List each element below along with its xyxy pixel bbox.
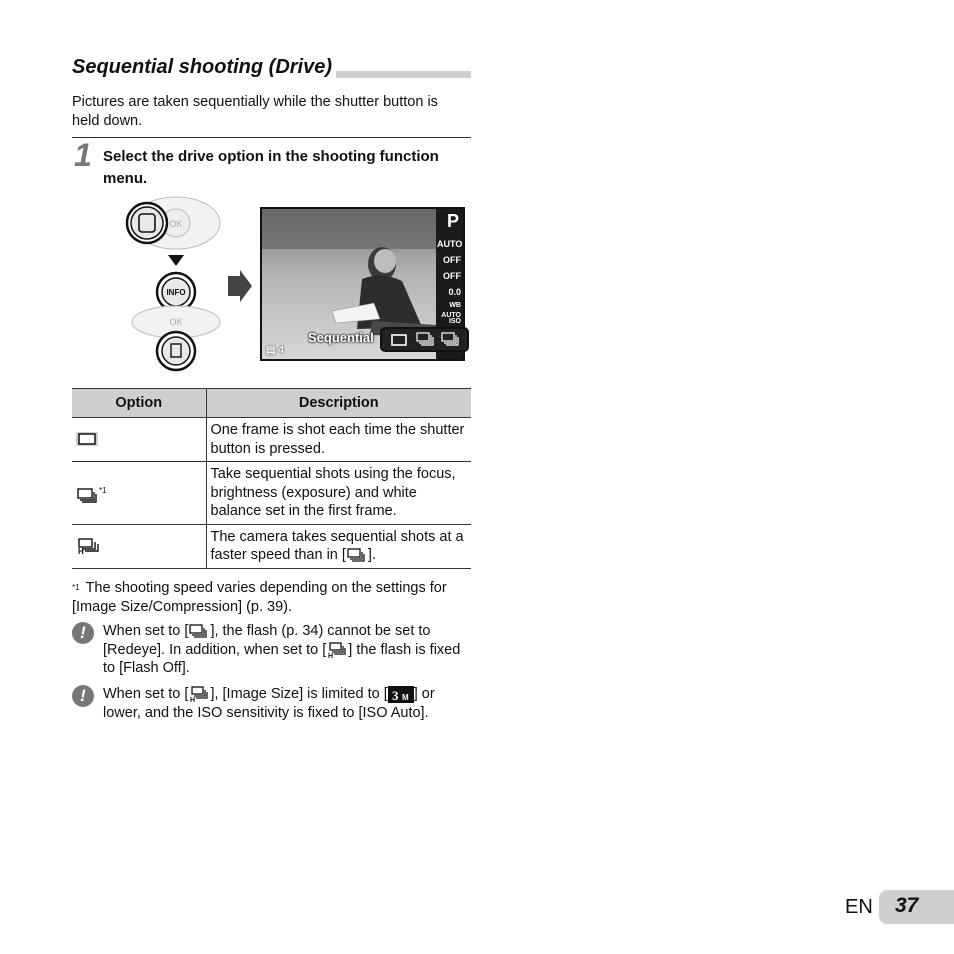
language-label: EN	[845, 896, 873, 918]
ok-button-label: OK	[169, 219, 183, 229]
hi-speed-sequential-icon	[326, 641, 348, 659]
control-dial-bottom	[132, 306, 220, 370]
header-option: Option	[72, 389, 206, 418]
single-frame-icon	[392, 335, 406, 345]
intro-text: Pictures are taken sequentially while the shutter button is held down.	[72, 94, 438, 129]
status-bar	[266, 345, 284, 356]
footnote-mark: *1	[72, 583, 80, 592]
description-cell: The camera takes sequential shots at a faster speed than in [ ].	[206, 524, 471, 568]
svg-text:H: H	[328, 652, 334, 659]
caution-note-1: ! When set to [ ], the flash (p. 34) cannot be set to [Redeye]. In addition, when set to [ H ] the flash is fixed to [Flash Off].	[72, 622, 467, 678]
step-instruction: Select the drive option in the shooting function menu.	[103, 148, 439, 187]
step-number: 1	[74, 137, 92, 173]
info-button-icon	[157, 273, 195, 311]
table-row	[72, 524, 471, 568]
page-number-tab	[879, 890, 954, 924]
wb-setting: WB AUTO	[441, 302, 461, 319]
svg-text:H: H	[190, 697, 196, 704]
macro-setting: OFF	[443, 255, 461, 265]
caution-icon: !	[72, 685, 94, 707]
drive-mode-label: Sequential	[308, 330, 374, 345]
footnote-text: The shooting speed varies depending on the settings for [Image Size/Compression] (p. 39).	[72, 580, 447, 615]
description-cell: One frame is shot each time the shutter button is pressed.	[206, 418, 471, 462]
table-row	[72, 418, 471, 462]
iso-setting: ISO	[448, 318, 461, 325]
svg-text:M: M	[401, 692, 409, 702]
control-dial-top	[127, 197, 220, 249]
self-timer-setting: OFF	[443, 271, 461, 281]
header-description: Description	[206, 389, 471, 418]
table-header-row	[72, 389, 471, 418]
hi-speed-sequential-icon	[75, 537, 101, 555]
caution-icon: !	[72, 622, 94, 644]
options-table	[72, 388, 471, 569]
caution-note-2: ! When set to [ H ], [Image Size] is limited to [ 3 M ] or lower, and the ISO sensitivity is fixed to [ISO Auto].	[72, 685, 467, 722]
table-row	[72, 462, 471, 525]
footnote-ref: *1	[99, 485, 107, 495]
svg-text:OK: OK	[169, 317, 183, 327]
option-cell	[72, 462, 206, 525]
single-frame-icon	[75, 431, 99, 447]
section-title-text: Sequential shooting (Drive)	[72, 55, 336, 79]
sequential-icon	[417, 333, 433, 345]
flash-setting: AUTO	[437, 239, 463, 249]
svg-text:3: 3	[391, 687, 399, 703]
svg-text:INFO: INFO	[166, 288, 186, 297]
sequential-icon	[75, 486, 99, 504]
hi-speed-sequential-icon	[188, 685, 210, 703]
page-number: 37	[895, 894, 919, 917]
footnote	[72, 579, 467, 616]
option-cell	[72, 418, 206, 462]
exposure-setting: 0.0	[448, 287, 461, 297]
shots-remaining: 4	[278, 345, 284, 356]
sequential-icon	[188, 623, 210, 639]
mode-indicator: P	[446, 211, 459, 231]
svg-text:H: H	[78, 546, 84, 555]
arrow-down-icon	[168, 255, 184, 266]
drive-options-highlight	[380, 327, 469, 352]
option-cell	[72, 524, 206, 568]
sd-card-icon: ▤	[266, 345, 276, 356]
image-size-3m-icon	[388, 686, 414, 703]
description-cell: Take sequential shots using the focus, brightness (exposure) and white balance set in the first frame.	[206, 462, 471, 525]
arrow-right-icon	[228, 270, 252, 302]
sequential-icon	[346, 547, 368, 563]
hi-speed-sequential-icon	[442, 333, 458, 345]
